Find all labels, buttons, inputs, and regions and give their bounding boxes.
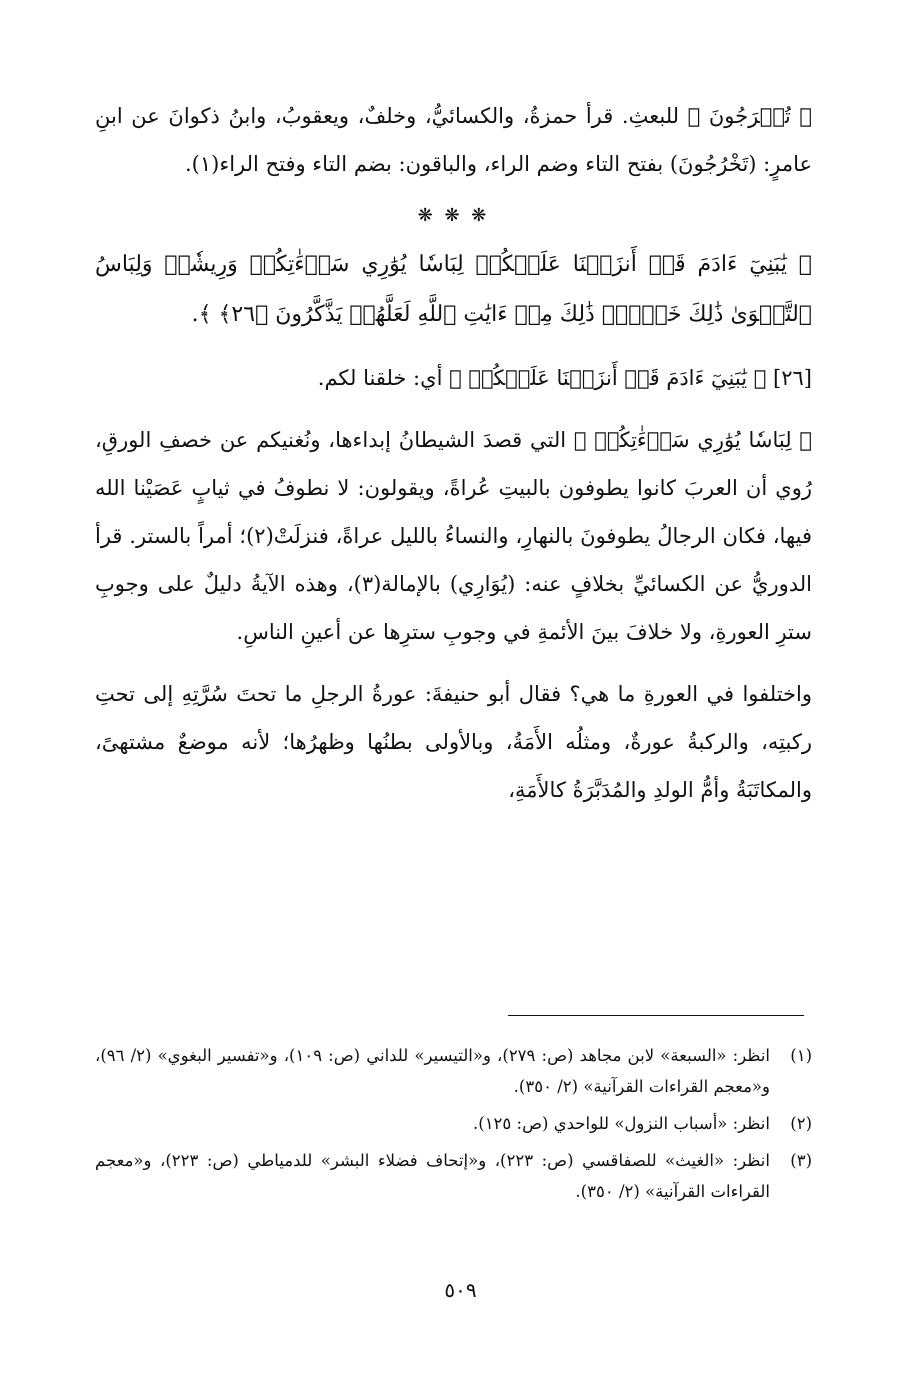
quran-verse-26: ﴿ يَٰبَنِيٓ ءَادَمَ قَدۡ أَنزَلۡنَا عَلَيۡكُمۡ لِبَاسٗا يُوَٰرِي سَوۡءَٰتِكُمۡ وَرِيشٗاۖ وَلِبَاسُ ٱلتَّقۡوَىٰ ذَٰلِكَ خَيۡرٞۚ ذَٰلِكَ مِنۡ ءَايَٰتِ ٱللَّهِ لَعَلَّهُمۡ يَذَّكَّرُونَ ﴿٢٦﴾ ﴾. bbox=[95, 252, 812, 327]
footnote-2 bbox=[95, 1108, 812, 1139]
page-number: ٥٠٩ bbox=[444, 1278, 477, 1302]
footnote-number: (٣) bbox=[790, 1151, 812, 1170]
paragraph-libas: ﴿ لِبَاسٗا يُوَٰرِي سَوۡءَٰتِكُمۡ ﴾ التي قصدَ الشيطانُ إبداءها، ونُغنيكم عن خصفِ الورقِ، رُوي أن العربَ كانوا يطوفون بالبيتِ عُراةً، ويقولون: لا نطوفُ في ثيابٍ عَصَيْنا الله فيها، فكان الرجالُ يطوفونَ بالنهارِ، والنساءُ بالليل عراةً، فنزلَتْ(٢)؛ أمراً بالستر. قرأ الدوريُّ عن الكسائيِّ بخلافٍ عنه: (يُوَارِي) بالإمالة(٣)، وهذه الآيةُ دليلٌ على وجوبِ سترِ العورةِ، ولا خلافَ بينَ الأئمةِ في وجوبِ سترِها عن أعينِ الناسِ. bbox=[95, 428, 812, 644]
paragraph-awrah: واختلفوا في العورةِ ما هي؟ فقال أبو حنيفةَ: عورةُ الرجلِ ما تحتَ سُرَّتِهِ إلى تحتِ ركبتِه، والركبةُ عورةٌ، ومثلُه الأَمَةُ، وبالأولى بطنُها وظهرُها؛ لأنه موضعٌ مشتهىً، والمكاتَبَةُ وأمُّ الولدِ والمُدَبَّرَةُ كالأَمَةِ، bbox=[95, 682, 813, 802]
page-body bbox=[95, 92, 812, 814]
footnote-text: انظر: «أسباب النزول» للواحدي (ص: ١٢٥). bbox=[473, 1114, 770, 1133]
footnote-text: انظر: «الغيث» للصفاقسي (ص: ٢٢٣)، و«إتحاف فضلاء البشر» للدمياطي (ص: ٢٢٣)، و«معجم القراءات القرآنية» (٢/ ٣٥٠). bbox=[95, 1151, 770, 1201]
footnote-number: (١) bbox=[790, 1046, 812, 1065]
footnote-number: (٢) bbox=[790, 1114, 812, 1133]
footnote-1 bbox=[95, 1040, 812, 1102]
paragraph-tukhrajun: ﴿ تُخۡرَجُونَ ﴾ للبعثِ. قرأ حمزةُ، والكسائيُّ، وخلفٌ، ويعقوبُ، وابنُ ذكوانَ عن ابنِ عامرٍ: (تَخْرُجُونَ) بفتح التاء وضم الراء، والباقون: بضم التاء وفتح الراء(١). bbox=[95, 104, 812, 176]
footnote-separator bbox=[508, 1015, 804, 1016]
paragraph-verse-26-commentary: [٢٦] ﴿ يَٰبَنِيٓ ءَادَمَ قَدۡ أَنزَلۡنَا عَلَيۡكُمۡ ﴾ أي: خلقنا لكم. bbox=[317, 366, 812, 390]
section-divider-stars: ❋ ❋ ❋ bbox=[417, 205, 490, 226]
footnote-text: انظر: «السبعة» لابن مجاهد (ص: ٢٧٩)، و«التيسير» للداني (ص: ١٠٩)، و«تفسير البغوي» (٢/ ٩٦)، و«معجم القراءات القرآنية» (٢/ ٣٥٠). bbox=[95, 1046, 771, 1096]
footnote-3 bbox=[95, 1145, 812, 1207]
footnotes bbox=[95, 1040, 812, 1213]
